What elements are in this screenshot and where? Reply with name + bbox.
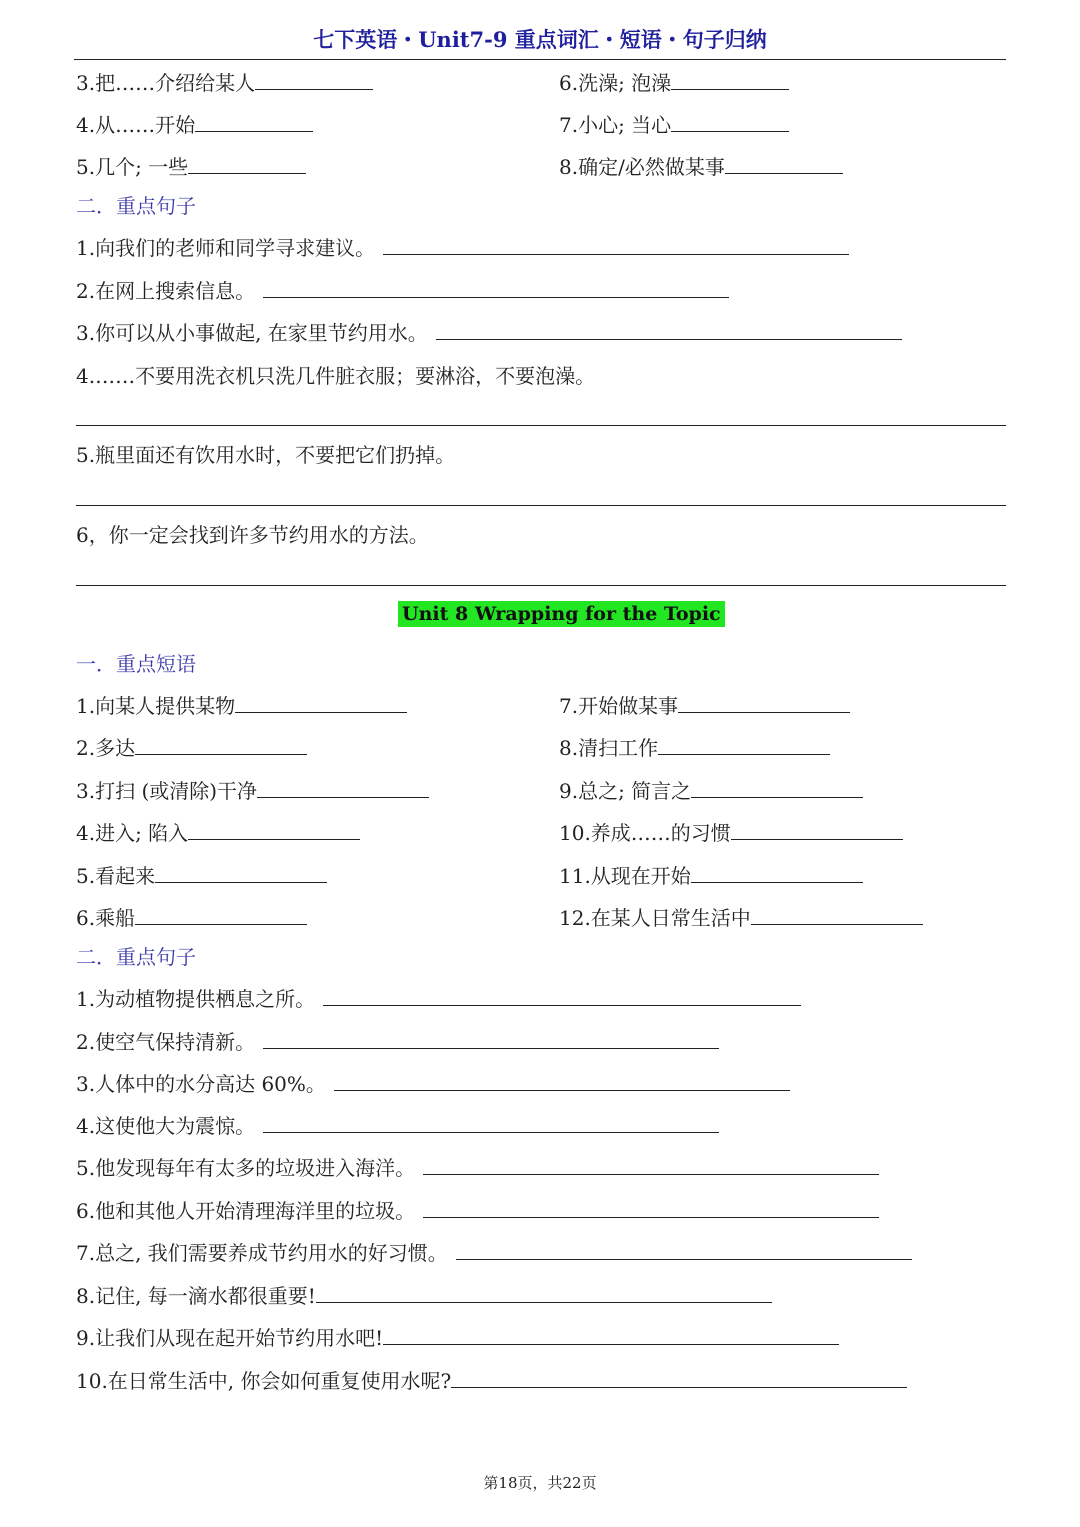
section-heading-sentences: 二．重点句子 [76, 194, 196, 218]
answer-line[interactable] [76, 505, 1006, 506]
sentence-item: 2.在网上搜索信息。 [76, 279, 729, 303]
phrase-item: 7.小心; 当心 [559, 113, 789, 137]
phrase-item: 5.看起来 [76, 864, 327, 888]
sentence-item: 9.让我们从现在起开始节约用水吧! [76, 1326, 839, 1350]
answer-blank[interactable] [731, 821, 903, 840]
answer-blank[interactable] [255, 71, 373, 90]
answer-blank[interactable] [334, 1072, 790, 1091]
phrase-item: 11.从现在开始 [559, 864, 863, 888]
sentence-item: 7.总之, 我们需要养成节约用水的好习惯。 [76, 1241, 912, 1265]
phrase-item: 4.进入; 陷入 [76, 821, 360, 845]
phrase-item: 9.总之; 简言之 [559, 779, 863, 803]
answer-line[interactable] [76, 585, 1006, 586]
answer-blank[interactable] [316, 1284, 772, 1303]
answer-blank[interactable] [423, 1199, 879, 1218]
header-divider [74, 59, 1006, 60]
answer-line[interactable] [76, 425, 1006, 426]
sentence-item: 6.他和其他人开始清理海洋里的垃圾。 [76, 1199, 879, 1223]
answer-blank[interactable] [423, 1156, 879, 1175]
answer-blank[interactable] [263, 279, 729, 298]
phrase-item: 10.养成……的习惯 [559, 821, 903, 845]
answer-blank[interactable] [691, 779, 863, 798]
answer-blank[interactable] [383, 1326, 839, 1345]
answer-blank[interactable] [135, 906, 307, 925]
sentence-item: 5.他发现每年有太多的垃圾进入海洋。 [76, 1156, 879, 1180]
answer-blank[interactable] [155, 864, 327, 883]
answer-blank[interactable] [323, 987, 801, 1006]
phrase-item: 3.把……介绍给某人 [76, 71, 373, 95]
answer-blank[interactable] [257, 779, 429, 798]
answer-blank[interactable] [135, 736, 307, 755]
answer-blank[interactable] [188, 821, 360, 840]
phrase-item: 8.确定/必然做某事 [559, 155, 843, 179]
sentence-item: 1.为动植物提供栖息之所。 [76, 987, 801, 1011]
sentence-item: 1.向我们的老师和同学寻求建议。 [76, 236, 849, 260]
sentence-item: 3.人体中的水分高达 60%。 [76, 1072, 790, 1096]
answer-blank[interactable] [263, 1114, 719, 1133]
answer-blank[interactable] [658, 736, 830, 755]
unit-title: Unit 8 Wrapping for the Topic [398, 601, 725, 627]
page-header-title: 七下英语・Unit7-9 重点词汇・短语・句子归纳 [313, 27, 767, 52]
sentence-item: 3.你可以从小事做起, 在家里节约用水。 [76, 321, 902, 345]
sentence-item: 10.在日常生活中, 你会如何重复使用水呢? [76, 1369, 907, 1393]
answer-blank[interactable] [436, 321, 902, 340]
answer-blank[interactable] [451, 1369, 907, 1388]
answer-blank[interactable] [671, 113, 789, 132]
phrase-item: 4.从……开始 [76, 113, 313, 137]
answer-blank[interactable] [725, 155, 843, 174]
phrase-item: 7.开始做某事 [559, 694, 850, 718]
answer-blank[interactable] [678, 694, 850, 713]
answer-blank[interactable] [456, 1241, 912, 1260]
sentence-item: 4.这使他大为震惊。 [76, 1114, 719, 1138]
answer-blank[interactable] [235, 694, 407, 713]
answer-blank[interactable] [691, 864, 863, 883]
phrase-item: 6.洗澡; 泡澡 [559, 71, 789, 95]
section-heading-phrases: 一．重点短语 [76, 652, 196, 676]
sentence-item: 5.瓶里面还有饮用水时，不要把它们扔掉。 [76, 443, 456, 467]
answer-blank[interactable] [263, 1030, 719, 1049]
phrase-item: 1.向某人提供某物 [76, 694, 407, 718]
answer-blank[interactable] [188, 155, 306, 174]
answer-blank[interactable] [751, 906, 923, 925]
phrase-item: 8.清扫工作 [559, 736, 830, 760]
phrase-item: 6.乘船 [76, 906, 307, 930]
sentence-item: 6，你一定会找到许多节约用水的方法。 [76, 523, 429, 547]
answer-blank[interactable] [671, 71, 789, 90]
sentence-item: 8.记住, 每一滴水都很重要! [76, 1284, 772, 1308]
answer-blank[interactable] [195, 113, 313, 132]
section-heading-sentences: 二．重点句子 [76, 945, 196, 969]
phrase-item: 12.在某人日常生活中 [559, 906, 923, 930]
sentence-item: 4.……不要用洗衣机只洗几件脏衣服；要淋浴，不要泡澡。 [76, 364, 596, 388]
page-number: 第18页，共22页 [483, 1474, 597, 1492]
phrase-item: 5.几个; 一些 [76, 155, 306, 179]
phrase-item: 3.打扫 (或清除)干净 [76, 779, 429, 803]
answer-blank[interactable] [383, 236, 849, 255]
phrase-item: 2.多达 [76, 736, 307, 760]
sentence-item: 2.使空气保持清新。 [76, 1030, 719, 1054]
